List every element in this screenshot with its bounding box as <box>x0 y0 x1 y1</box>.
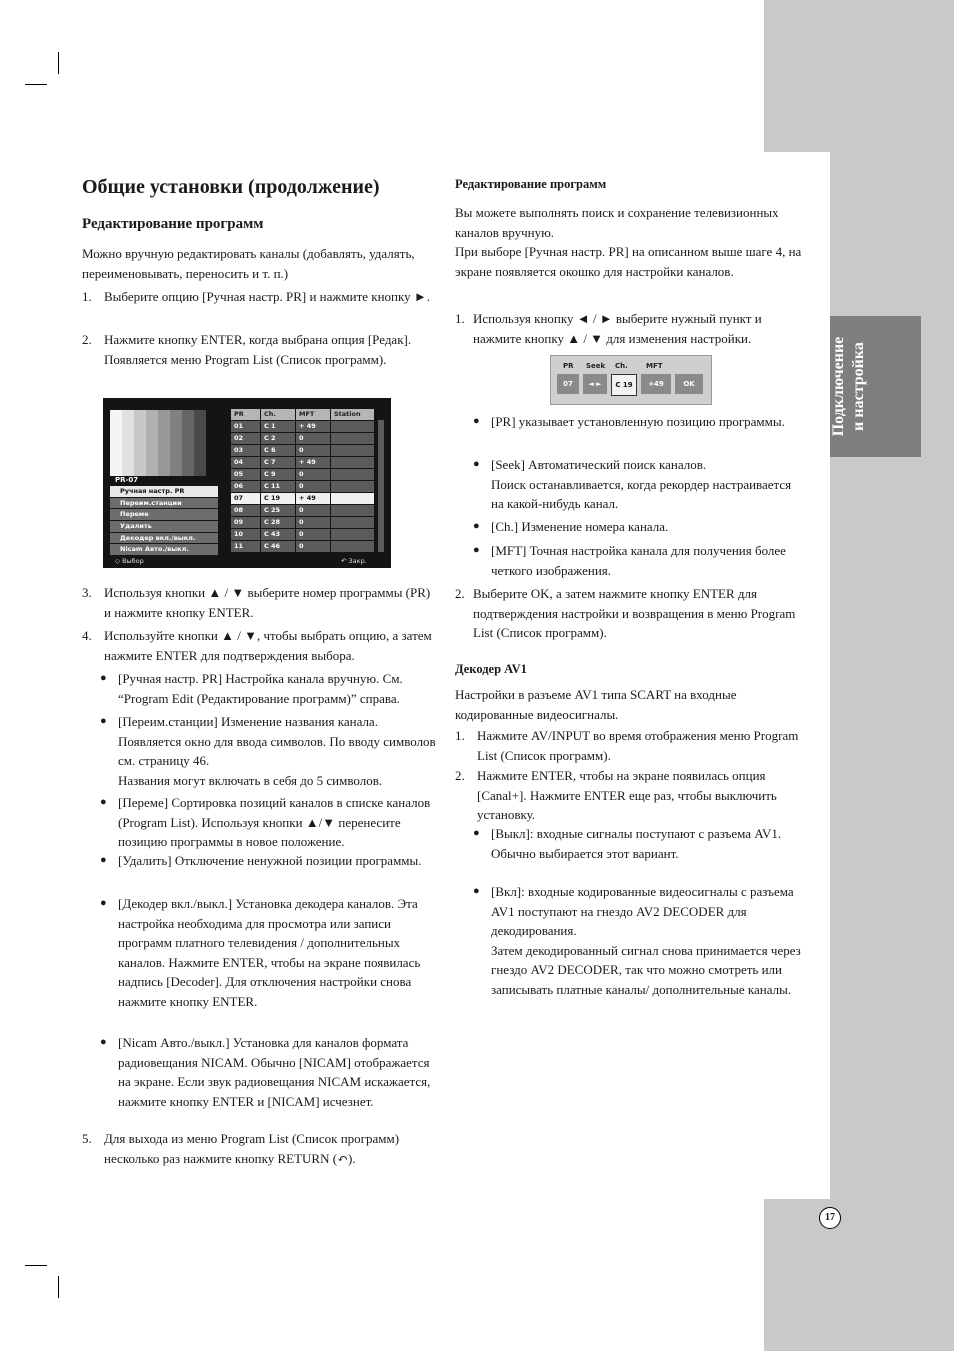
step-number: 5. <box>82 1131 92 1146</box>
step-1 <box>455 726 805 765</box>
bullet-item: ● [Удалить] Отключение ненужной позиции программы. <box>82 851 437 871</box>
paragraph: При выборе [Ручная настр. PR] на описанном выше шаге 4, на экране появляется окошко для настройки каналов. <box>455 244 802 279</box>
step-text: Нажмите AV/INPUT во время отображения меню Program List (Список программ). <box>477 728 799 763</box>
paragraph: Настройки в разъеме AV1 типа SCART на входные кодированные видеосигналы. <box>455 687 737 722</box>
cell-ch: C 7 <box>261 457 295 468</box>
test-pattern <box>110 410 206 476</box>
bullet-text: Поиск останавливается, когда рекордер настраивается на какой-нибудь канал. <box>491 476 792 511</box>
intro-paragraph: Можно вручную редактировать каналы (добавлять, удалять, переименовывать, переносить и т. п.) <box>82 246 415 281</box>
ok-button[interactable]: OK <box>675 374 703 394</box>
label-seek: Seek <box>586 362 606 370</box>
cell-pr: 04 <box>231 457 260 468</box>
step-number: 2. <box>455 768 465 783</box>
crop-mark <box>25 84 47 85</box>
step-2 <box>455 584 805 643</box>
menu-item-nicam[interactable]: Nicam Авто./выкл. <box>110 544 218 555</box>
step-2 <box>82 330 437 369</box>
col-mft: MFT <box>296 409 330 420</box>
cell-ch: C 6 <box>261 445 295 456</box>
label-pr: PR <box>563 362 574 370</box>
menu-item-decoder[interactable]: Декодер вкл./выкл. <box>110 533 218 544</box>
col-pr: PR <box>231 409 260 420</box>
cell-mft: + 49 <box>296 493 330 504</box>
cell-ch: C 43 <box>261 529 295 540</box>
program-table <box>231 409 376 553</box>
bullet-text: [MFT] Точная настройка канала для получения более четкого изображения. <box>491 543 786 578</box>
cell-mft: 0 <box>296 481 330 492</box>
cell-pr: 09 <box>231 517 260 528</box>
osd-menu <box>110 486 218 556</box>
bullet-item: ● [Ch.] Изменение номера канала. <box>455 517 805 537</box>
cell-pr: 07 <box>231 493 260 504</box>
osd-footer <box>103 554 391 568</box>
bullet-text: [Декодер вкл./выкл.] Установка декодера каналов. Эта настройка необходима для просмотра или записи программ платного телевидения / дополнительных каналов. Нажмите ENTER, чтобы на экране появилась надпись [Decoder]. Для отключения настройки снова нажмите кнопку ENTER. <box>118 896 421 1009</box>
crop-mark <box>58 52 59 74</box>
side-band <box>830 152 954 1199</box>
step-number: 1. <box>455 728 465 743</box>
bullet-text: [Seek] Автоматический поиск каналов. <box>491 457 707 472</box>
step-2 <box>455 766 805 825</box>
cell-ch: C 9 <box>261 469 295 480</box>
table-row[interactable] <box>231 469 376 480</box>
footer-select: ◇ Выбор <box>115 557 144 565</box>
cell-ch: C 1 <box>261 421 295 432</box>
table-row[interactable] <box>231 481 376 492</box>
bullet-item: ● [Seek] Автоматический поиск каналов. Поиск останавливается, когда рекордер настраивается на какой-нибудь канал. <box>455 455 805 514</box>
label-mft: MFT <box>646 362 663 370</box>
table-row[interactable] <box>231 517 376 528</box>
cell-ch: C 2 <box>261 433 295 444</box>
step-4 <box>82 626 437 665</box>
cell-ch: C 28 <box>261 517 295 528</box>
menu-item-move[interactable]: Переме <box>110 509 218 520</box>
bullet-text: [Ручная настр. PR] Настройка канала вручную. См. “Program Edit (Редактирование программ)” справа. <box>118 671 403 706</box>
table-row[interactable] <box>231 421 376 432</box>
cell-mft: 0 <box>296 505 330 516</box>
step-text: Появляется меню Program List (Список программ). <box>104 351 387 367</box>
bullet-text: [Удалить] Отключение ненужной позиции программы. <box>118 853 422 868</box>
bullet-text: Обычно выбирается этот вариант. <box>491 845 679 861</box>
menu-item-rename[interactable]: Переим.станции <box>110 498 218 509</box>
crop-mark <box>58 1276 59 1298</box>
step-number: 1. <box>82 289 92 304</box>
cell-mft: + 49 <box>296 457 330 468</box>
subsection-title: Декодер AV1 <box>455 662 527 676</box>
paragraph: Вы можете выполнять поиск и сохранение телевизионных каналов вручную. <box>455 205 779 240</box>
step-text: Нажмите ENTER, чтобы на экране появилась опция [Canal+]. Нажмите ENTER еще раз, чтобы выключить установку. <box>477 768 777 822</box>
col-ch: Ch. <box>261 409 295 420</box>
table-row[interactable] <box>231 541 376 552</box>
cell-pr: 10 <box>231 529 260 540</box>
bullet-item: ● [PR] указывает установленную позицию программы. <box>455 412 805 432</box>
col-station: Station <box>331 409 374 420</box>
pr-label: PR-07 <box>115 476 139 484</box>
footer-close: ↶ Закр. <box>341 557 367 565</box>
bullet-item: ● [MFT] Точная настройка канала для получения более четкого изображения. <box>455 541 805 580</box>
cell-station <box>331 517 374 528</box>
step-text: Нажмите кнопку ENTER, когда выбрана опция [Редак]. <box>104 332 412 347</box>
bullet-item: ● [Переим.станции] Изменение названия канала. Появляется окно для ввода символов. По вводу символов см. страницу 46. Названия могут включать в себя до 5 символов. <box>82 712 437 790</box>
cell-station <box>331 529 374 540</box>
step-number: 2. <box>455 586 465 601</box>
cell-station <box>331 457 374 468</box>
subsection-title: Редактирование программ <box>455 177 607 191</box>
table-row[interactable] <box>231 529 376 540</box>
cell-station <box>331 541 374 552</box>
table-header <box>231 409 376 420</box>
cell-pr: 05 <box>231 469 260 480</box>
cell-mft: 0 <box>296 469 330 480</box>
bullet-text: Названия могут включать в себя до 5 символов. <box>118 772 383 788</box>
page-number: 17 <box>819 1207 841 1229</box>
bullet-text: [PR] указывает установленную позицию программы. <box>491 414 785 429</box>
cell-pr: 01 <box>231 421 260 432</box>
seek-field[interactable]: ◄ ► <box>583 374 607 394</box>
step-number: 1. <box>455 311 465 326</box>
step-text: Для выхода из меню Program List (Список программ) несколько раз нажмите кнопку RETURN (↶). <box>104 1131 400 1166</box>
step-number: 2. <box>82 332 92 347</box>
cell-ch: C 11 <box>261 481 295 492</box>
cell-mft: 0 <box>296 541 330 552</box>
cell-mft: 0 <box>296 433 330 444</box>
cell-station <box>331 505 374 516</box>
step-text: Используя кнопку ◄ / ► выберите нужный пункт и нажмите кнопку ▲ / ▼ для изменения настройки. <box>473 311 762 346</box>
bullet-text: [Переим.станции] Изменение названия канала. Появляется окно для ввода символов. По вводу символов см. страницу 46. <box>118 714 436 768</box>
cell-mft: 0 <box>296 529 330 540</box>
cell-ch: C 25 <box>261 505 295 516</box>
program-edit-box <box>550 355 712 405</box>
table-row[interactable] <box>231 457 376 468</box>
menu-item-delete[interactable]: Удалить <box>110 521 218 532</box>
section-title: Редактирование программ <box>82 216 264 232</box>
bullet-item: ● [Выкл]: входные сигналы поступают с разъема AV1. Обычно выбирается этот вариант. <box>455 824 805 863</box>
step-5 <box>82 1129 437 1168</box>
cell-station <box>331 469 374 480</box>
bullet-text: [Nicam Авто./выкл.] Установка для каналов формата радиовещания NICAM. Обычно [NICAM] отображается на экране. Если звук радиовещания NICAM искажается, нажмите кнопку ENTER и [NICAM] исчезнет. <box>118 1035 431 1109</box>
crop-mark <box>25 1265 47 1266</box>
step-text: Выберите опцию [Ручная настр. PR] и нажмите кнопку ►. <box>104 289 431 304</box>
bullet-item: ● [Вкл]: входные кодированные видеосигналы с разъема AV1 поступают на гнездо AV2 DECODER для декодирования. Затем декодированный сигнал снова принимается через гнездо AV2 DECODER, так что можно смотреть или записывать платные каналы/ дополнительные каналы. <box>455 882 805 999</box>
label-ch: Ch. <box>615 362 628 370</box>
bullet-item: ● [Nicam Авто./выкл.] Установка для каналов формата радиовещания NICAM. Обычно [NICAM] отображается на экране. Если звук радиовещания NICAM искажается, нажмите кнопку ENTER и [NICAM] исчезнет. <box>82 1033 437 1111</box>
menu-item-manual-tune[interactable]: Ручная настр. PR <box>110 486 218 497</box>
cell-mft: 0 <box>296 517 330 528</box>
pr-field[interactable]: 07 <box>557 374 579 394</box>
step-number: 4. <box>82 628 92 643</box>
step-text: Используйте кнопки ▲ / ▼, чтобы выбрать опцию, а затем нажмите ENTER для подтверждения выбора. <box>104 628 432 663</box>
table-row[interactable] <box>231 433 376 444</box>
bullet-item: ● [Ручная настр. PR] Настройка канала вручную. См. “Program Edit (Редактирование программ)” справа. <box>82 669 437 708</box>
bullet-text: [Выкл]: входные сигналы поступают с разъема AV1. <box>491 826 782 841</box>
cell-pr: 02 <box>231 433 260 444</box>
step-number: 3. <box>82 585 92 600</box>
step-text: Используя кнопки ▲ / ▼ выберите номер программы (PR) и нажмите кнопку ENTER. <box>104 585 431 620</box>
bullet-text: Затем декодированный сигнал снова принимается через гнездо AV2 DECODER, так что можно смотреть или записывать платные каналы/ дополнительные каналы. <box>491 942 801 997</box>
side-band <box>764 0 954 152</box>
scrollbar[interactable] <box>378 420 384 552</box>
step-3 <box>82 583 437 622</box>
cell-ch: C 46 <box>261 541 295 552</box>
cell-ch: C 19 <box>261 493 295 504</box>
cell-pr: 03 <box>231 445 260 456</box>
cell-station <box>331 481 374 492</box>
table-row[interactable] <box>231 493 376 504</box>
cell-station <box>331 433 374 444</box>
section-tab-label: Подключение и настройка <box>830 336 867 437</box>
cell-station <box>331 421 374 432</box>
cell-station <box>331 493 374 504</box>
step-1 <box>455 309 805 348</box>
bullet-item: ● [Декодер вкл./выкл.] Установка декодера каналов. Эта настройка необходима для просмотра или записи программ платного телевидения / дополнительных каналов. Нажмите ENTER, чтобы на экране появилась надпись [Decoder]. Для отключения настройки снова нажмите кнопку ENTER. <box>82 894 437 1011</box>
cell-mft: 0 <box>296 445 330 456</box>
mft-field[interactable]: +49 <box>641 374 671 394</box>
cell-pr: 06 <box>231 481 260 492</box>
step-1 <box>82 287 437 307</box>
page-title: Общие установки (продолжение) <box>82 176 380 198</box>
program-list-screen <box>103 398 391 568</box>
side-band <box>764 1199 954 1351</box>
table-row[interactable] <box>231 505 376 516</box>
bullet-text: [Вкл]: входные кодированные видеосигналы с разъема AV1 поступают на гнездо AV2 DECODER для декодирования. <box>491 884 794 938</box>
bullet-text: [Переме] Сортировка позиций каналов в списке каналов (Program List). Используя кнопки ▲/▼ перенесите позицию программы в новое положение. <box>118 795 431 849</box>
cell-station <box>331 445 374 456</box>
cell-pr: 11 <box>231 541 260 552</box>
bullet-item: ● [Переме] Сортировка позиций каналов в списке каналов (Program List). Используя кнопки ▲/▼ перенесите позицию программы в новое положение. <box>82 793 437 852</box>
step-text: Выберите OK, а затем нажмите кнопку ENTER для подтверждения настройки и возвращения в меню Program List (Список программ). <box>473 586 796 640</box>
bullet-text: [Ch.] Изменение номера канала. <box>491 519 669 534</box>
cell-mft: + 49 <box>296 421 330 432</box>
table-row[interactable] <box>231 445 376 456</box>
cell-pr: 08 <box>231 505 260 516</box>
ch-field[interactable]: C 19 <box>611 374 637 396</box>
